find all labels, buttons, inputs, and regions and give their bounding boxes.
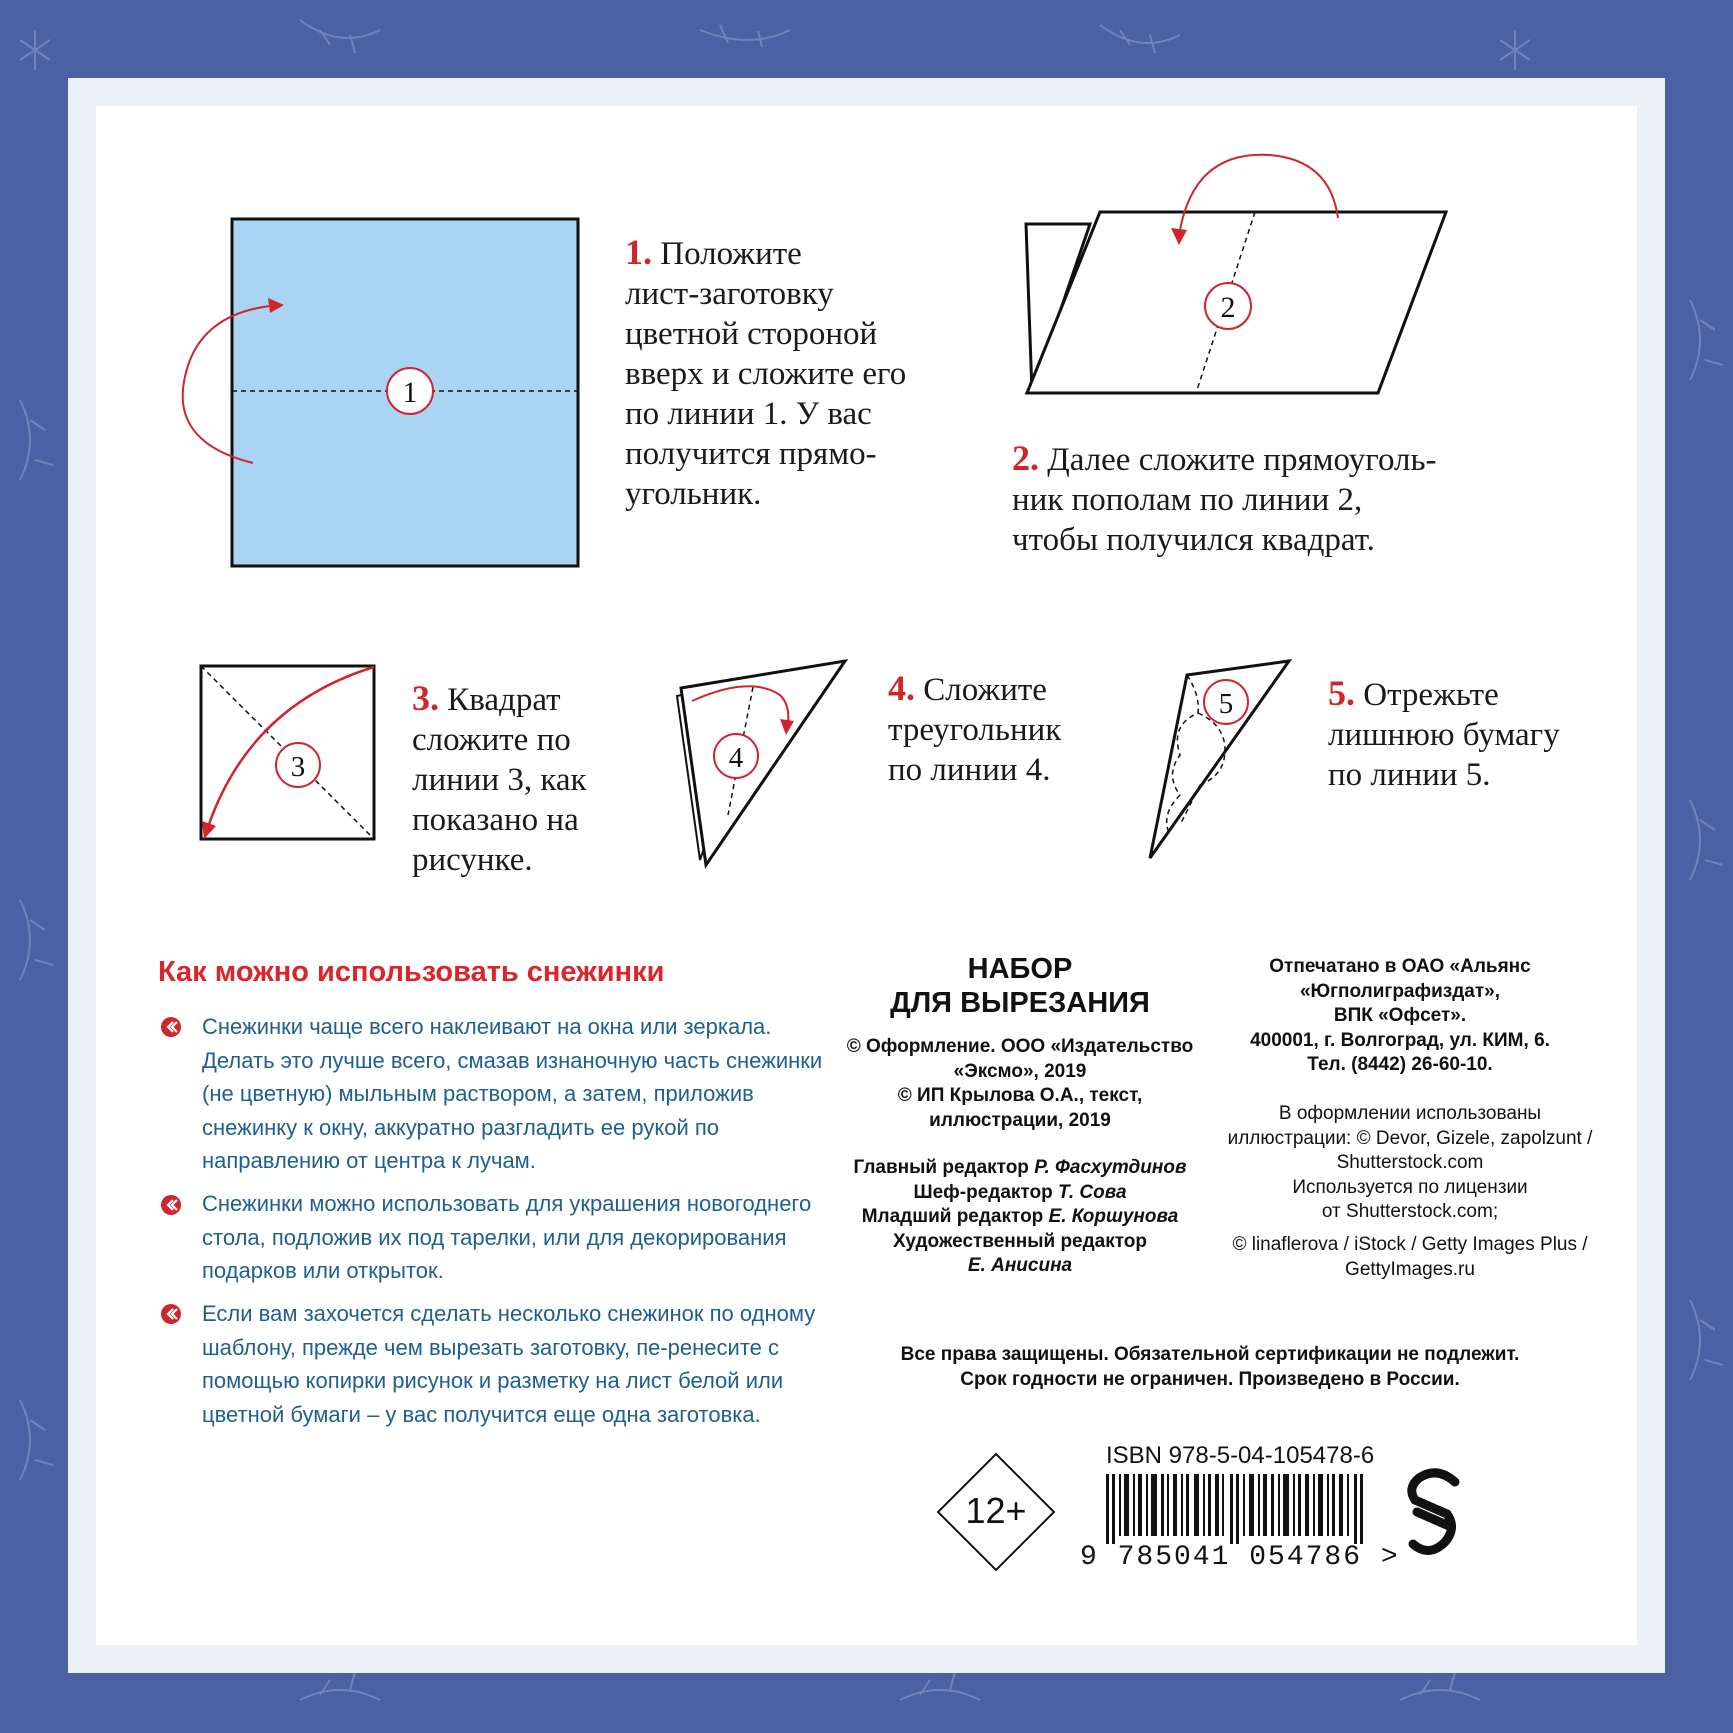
tips-title: Как можно использовать снежинки xyxy=(158,956,665,988)
step-2-diagram xyxy=(1020,150,1470,400)
editor-credits xyxy=(820,1156,1220,1279)
illustration-credits: В оформлении использованы иллюстрации: © Devor, Gizele, zapolzunt / Shutterstock.com Используется по лицензии от Shutterstock.com; xyxy=(1227,1103,1593,1222)
printer-info: Отпечатано в ОАО «Альянс «Югполиграфиздат», ВПК «Офсет». 400001, г. Волгоград, ул. КИМ, 6. Тел. (8442) 26-60-10. xyxy=(1250,956,1550,1075)
illustration-credits-2: © linaflerova / iStock / Getty Images Plus / GettyImages.ru xyxy=(1232,1234,1588,1280)
rights-text: Все права защищены. Обязательной сертификации не подлежит. Срок годности не ограничен. Произведено в России. xyxy=(900,1344,1520,1390)
tip-item-2: Снежинки можно использовать для украшения новогоднего стола, подложив их под тарелки, или для декорирования подарков или открыток. xyxy=(202,1191,812,1283)
credit-line: Художественный редактор xyxy=(892,1230,1148,1252)
step-2-text xyxy=(1012,438,1437,560)
step-4-number: 4. xyxy=(888,668,915,708)
fold-marker-2: 2 xyxy=(1220,291,1236,324)
fold-marker-4: 4 xyxy=(728,742,744,774)
step-4-instructions: Сложите треугольник по линии 4. xyxy=(888,672,1062,788)
step-2-instructions: Далее сложите прямоуголь- ник пополам по линии 2, чтобы получился квадрат. xyxy=(1012,442,1437,558)
step-1-instructions: Положите лист-заготовку цветной стороной вверх и сложите его по линии 1. У вас получится прямо- угольник. xyxy=(625,236,907,512)
kit-title: НАБОР ДЛЯ ВЫРЕЗАНИЯ xyxy=(890,953,1150,1019)
chevron-bullet-icon xyxy=(160,1303,182,1325)
eksmo-logo-icon xyxy=(1407,1468,1463,1556)
credit-line: Шеф-редактор Т. Сова xyxy=(913,1181,1127,1203)
isbn-text: ISBN 978-5-04-105478-6 xyxy=(1106,1442,1375,1469)
copyright-text: © Оформление. ООО «Издательство «Эксмо», 2019 © ИП Крылова О.А., текст, иллюстрации, 2019 xyxy=(846,1036,1194,1131)
step-5-number: 5. xyxy=(1328,673,1355,713)
credit-line: Е. Анисина xyxy=(967,1255,1073,1276)
credit-line: Младший редактор Е. Коршунова xyxy=(861,1206,1179,1227)
step-1-text xyxy=(625,232,906,514)
ean-digits: 9 785041 054786 > xyxy=(1080,1542,1400,1573)
step-4-diagram xyxy=(670,655,860,870)
step-5-diagram xyxy=(1140,655,1300,870)
fold-marker-3: 3 xyxy=(290,751,306,783)
chevron-bullet-icon xyxy=(160,1194,182,1216)
step-3-diagram xyxy=(190,655,390,855)
step-1-number: 1. xyxy=(625,232,652,272)
credit-line: Главный редактор Р. Фасхутдинов xyxy=(853,1157,1187,1178)
fold-marker-5: 5 xyxy=(1218,688,1234,720)
tip-item-1: Снежинки чаще всего наклеивают на окна или зеркала. Делать это лучше всего, смазав изнаночную часть снежинки (не цветную) мыльным раствором, а затем, приложив снежинку к окну, аккуратно разгладить ее рукой по направлению от центра к лучам. xyxy=(202,1014,823,1173)
step-3-text xyxy=(412,678,587,880)
step-5-text xyxy=(1328,673,1560,795)
age-rating: 12+ xyxy=(965,1490,1027,1531)
step-3-number: 3. xyxy=(412,678,439,718)
step-3-instructions: Квадрат сложите по линии 3, как показано на рисунке. xyxy=(412,682,587,878)
barcode-bars xyxy=(1106,1474,1381,1544)
step-4-text xyxy=(888,668,1061,790)
chevron-bullet-icon xyxy=(160,1016,182,1038)
fold-marker-1: 1 xyxy=(402,376,418,409)
step-1-diagram xyxy=(160,210,590,580)
step-5-instructions: Отрежьте лишнюю бумагу по линии 5. xyxy=(1328,677,1560,793)
tip-item-3: Если вам захочется сделать несколько снежинок по одному шаблону, прежде чем вырезать заготовку, пе-ренесите с помощью копирки рисунок и разметку на лист белой или цветной бумаги – у вас получится еще одна заготовка. xyxy=(202,1301,816,1427)
step-2-number: 2. xyxy=(1012,438,1039,478)
